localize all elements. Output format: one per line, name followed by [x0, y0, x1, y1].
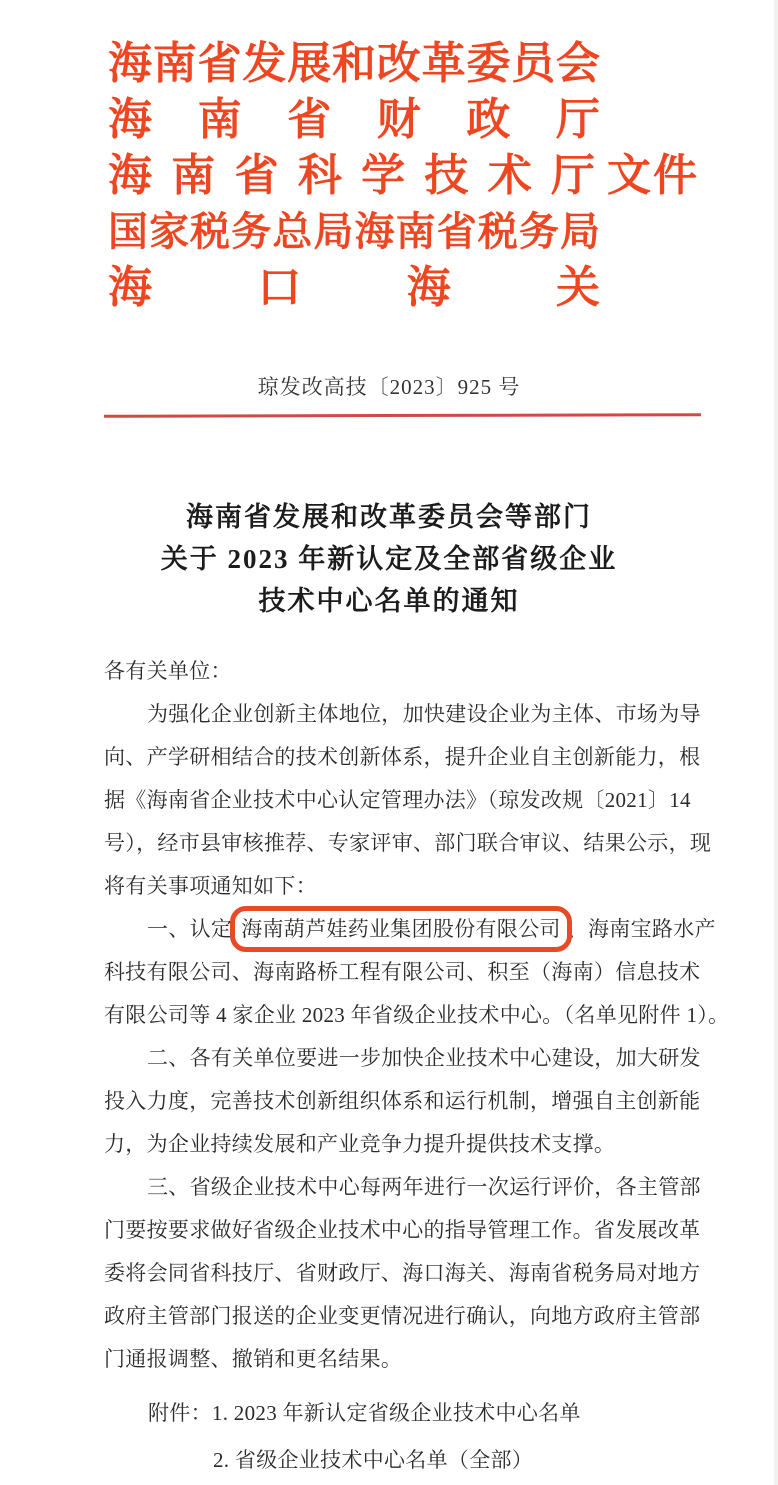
agency-line-3-org: 海南省科学技术厅: [108, 151, 595, 200]
scan-edge: [774, 0, 778, 1485]
body-line: 门通报调整、撤销和更名结果。: [104, 1347, 403, 1371]
body-line: 号），经市县审核推荐、专家评审、部门联合审议、结果公示，现: [104, 831, 712, 855]
body-line: 向、产学研相结合的技术创新体系，提升企业自主创新能力，根: [104, 745, 701, 769]
attachment-line-2: [104, 1437, 704, 1484]
agency-line-2: 海南省财政厅: [108, 95, 600, 144]
body-line: 将有关事项通知如下：: [104, 874, 317, 898]
body-line: 科技有限公司、海南路桥工程有限公司、积至（海南）信息技术: [104, 960, 701, 984]
body-line: 门要按要求做好省级企业技术中心的指导管理工作。省发展改革: [104, 1218, 701, 1242]
red-separator-rule: [104, 413, 701, 418]
body-line: 据《海南省企业技术中心认定管理办法》（琼发改规〔2021〕14: [104, 788, 691, 812]
agency-letterhead: [108, 36, 708, 316]
body-line-salutation: 各有关单位：: [104, 659, 232, 683]
body-line-item-2: 二、各有关单位要进一步加快企业技术中心建设，加大研发: [147, 1046, 701, 1070]
attachments-block: [104, 1390, 704, 1484]
attachment-item-1: 1. 2023 年新认定省级企业技术中心名单: [211, 1401, 581, 1425]
notice-title: [0, 496, 778, 622]
title-line-1: 海南省发展和改革委员会等部门: [186, 502, 592, 532]
body-line-pre: 一、认定: [147, 917, 233, 941]
body-line-item-3: 三、省级企业技术中心每两年进行一次运行评价，各主管部: [147, 1175, 701, 1199]
body-line: 政府主管部门报送的企业变更情况进行确认，向地方政府主管部: [104, 1304, 701, 1328]
body-line: 投入力度，完善技术创新组织体系和运行机制，增强自主创新能: [104, 1089, 701, 1113]
highlight-box: [230, 906, 572, 952]
attachment-line-1: [104, 1390, 704, 1437]
agency-line-4: 国家税务总局海南省税务局: [108, 209, 600, 254]
agency-line-3: [108, 148, 708, 204]
title-line-2: 关于 2023 年新认定及全部省级企业: [160, 544, 618, 574]
body-line: 委将会同省科技厅、省财政厅、海口海关、海南省税务局对地方: [104, 1261, 701, 1285]
doc-number: 琼发改高技〔2023〕925 号: [257, 375, 521, 399]
body-line: 有限公司等 4 家企业 2023 年省级企业技术中心。（名单见附件 1）。: [104, 1003, 730, 1027]
body-line-item-1: [104, 908, 716, 951]
title-line-3: 技术中心名单的通知: [258, 586, 520, 616]
highlighted-company-name: 海南葫芦娃药业集团股份有限公司: [241, 917, 561, 941]
attachments-label: 附件：: [148, 1401, 212, 1425]
body-line: 为强化企业创新主体地位，加快建设企业为主体、市场为导: [147, 702, 701, 726]
attachment-item-2: 2. 省级企业技术中心名单（全部）: [213, 1448, 534, 1472]
agency-line-1: 海南省发展和改革委员会: [108, 39, 600, 88]
body-text: [104, 650, 730, 1381]
body-line: 力，为企业持续发展和产业竞争力提升提供技术支撑。: [104, 1132, 616, 1156]
agency-line-5: 海口海关: [108, 263, 600, 312]
agency-line-3-suffix: 文件: [607, 151, 699, 200]
body-line-post: 、海南宝路水产: [566, 917, 716, 941]
